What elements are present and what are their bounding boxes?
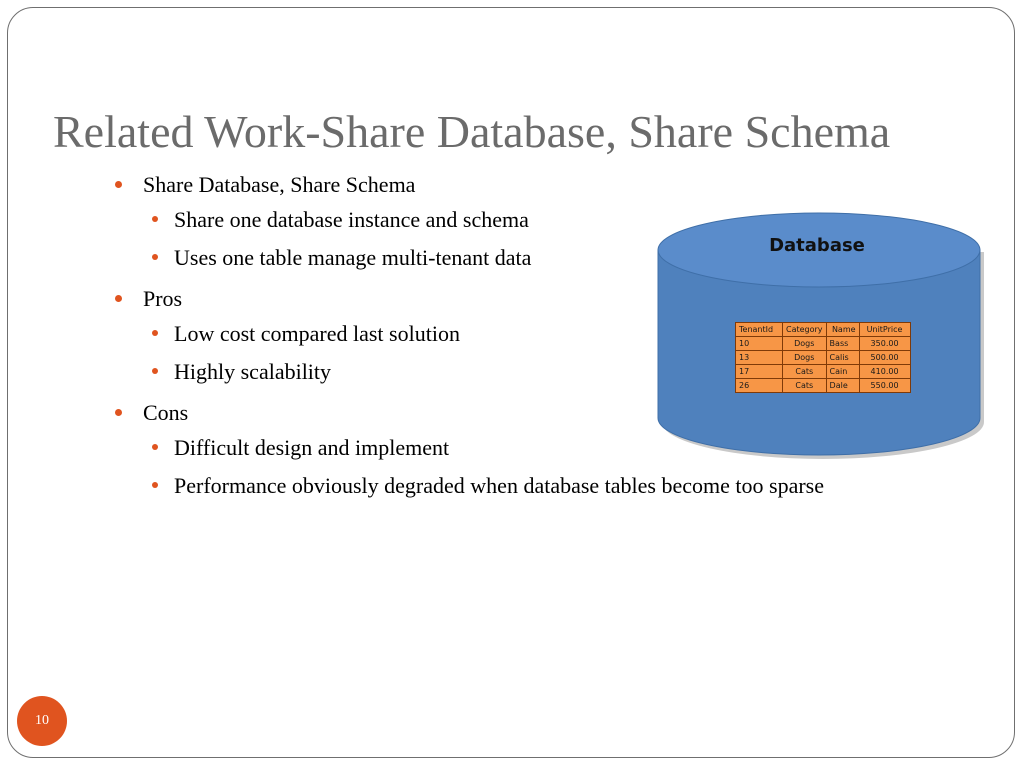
bullet-text: Share Database, Share Schema xyxy=(143,172,416,197)
table-cell: Bass xyxy=(826,337,859,351)
bullet-dot-icon xyxy=(152,254,158,260)
bullet-dot-icon xyxy=(115,295,122,302)
bullet-dot-icon xyxy=(115,409,122,416)
sub-bullet-text: Difficult design and implement xyxy=(174,435,450,460)
bullet-text: Pros xyxy=(143,286,183,311)
table-cell: 13 xyxy=(736,351,783,365)
tenant-table xyxy=(735,322,911,393)
table-cell: Calis xyxy=(826,351,859,365)
sub-bullet-text: Highly scalability xyxy=(174,359,332,384)
table-cell: Cats xyxy=(783,365,827,379)
column-header: Name xyxy=(826,323,859,337)
table-cell: 410.00 xyxy=(859,365,910,379)
table-cell: 17 xyxy=(736,365,783,379)
bullet-dot-icon xyxy=(152,444,158,450)
table-cell: Dogs xyxy=(783,337,827,351)
table-cell: Dogs xyxy=(783,351,827,365)
column-header: UnitPrice xyxy=(859,323,910,337)
bullet-dot-icon xyxy=(152,216,158,222)
sub-bullet-text: Low cost compared last solution xyxy=(174,321,460,346)
sub-bullet-text: Performance obviously degraded when database tables become too sparse xyxy=(174,473,824,498)
bullet-dot-icon xyxy=(115,181,122,188)
database-label: Database xyxy=(769,235,865,256)
table-header-row xyxy=(736,323,911,337)
sub-bullet-text: Uses one table manage multi-tenant data xyxy=(174,245,532,270)
bullet-dot-icon xyxy=(152,482,158,488)
table-cell: 10 xyxy=(736,337,783,351)
table-cell: Cain xyxy=(826,365,859,379)
table-cell: Dale xyxy=(826,379,859,393)
table-row xyxy=(736,365,911,379)
table-cell: 500.00 xyxy=(859,351,910,365)
table-cell: 550.00 xyxy=(859,379,910,393)
sub-bullet-text: Share one database instance and schema xyxy=(174,207,529,232)
page-number-badge: 10 xyxy=(17,696,67,746)
table-cell: 26 xyxy=(736,379,783,393)
bullet-share-heading xyxy=(112,172,912,198)
table-cell: Cats xyxy=(783,379,827,393)
table-row xyxy=(736,337,911,351)
bullet-dot-icon xyxy=(152,330,158,336)
table-cell: 350.00 xyxy=(859,337,910,351)
slide-title: Related Work-Share Database, Share Schema xyxy=(53,106,891,157)
database-diagram xyxy=(656,212,986,462)
table-row xyxy=(736,351,911,365)
sub-bullet xyxy=(112,470,914,502)
bullet-dot-icon xyxy=(152,368,158,374)
column-header: Category xyxy=(783,323,827,337)
column-header: TenantId xyxy=(736,323,783,337)
table-row xyxy=(736,379,911,393)
bullet-text: Cons xyxy=(143,400,189,425)
